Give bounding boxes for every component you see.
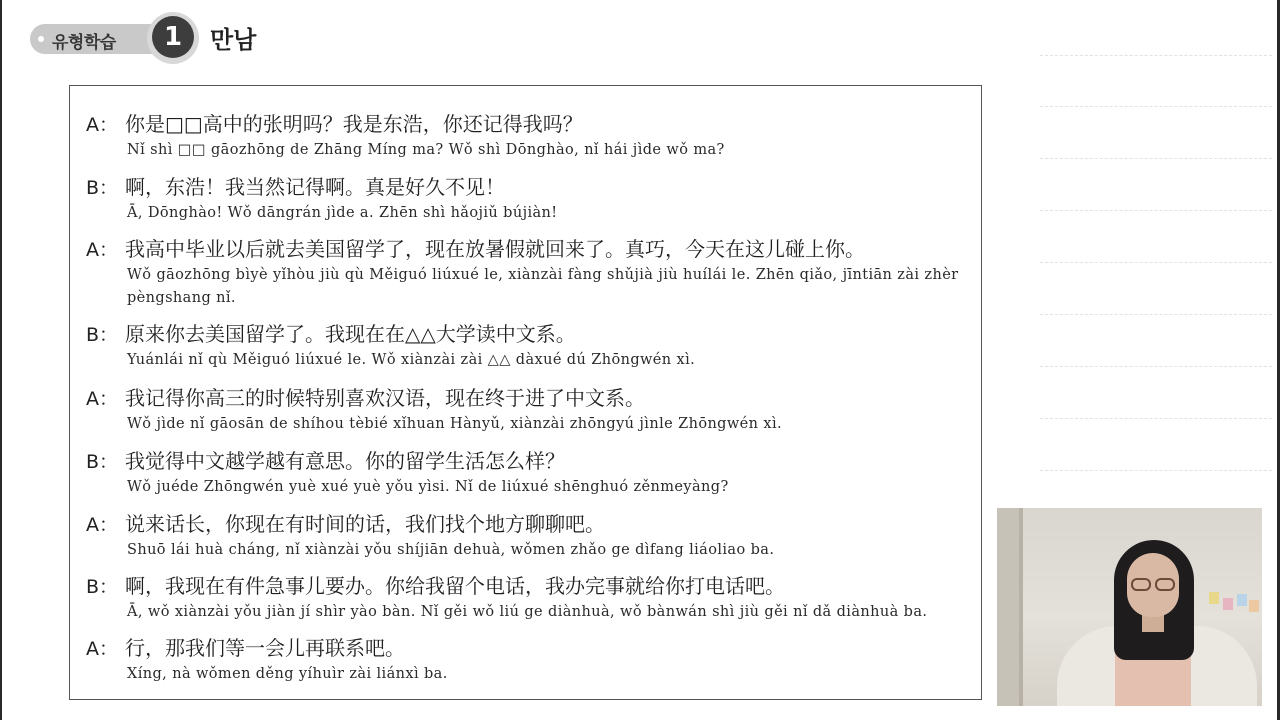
speaker-label: A：: [86, 239, 118, 261]
speaker-label: B：: [86, 576, 119, 598]
pill-bullet-icon: [38, 36, 44, 42]
note-line: [1040, 55, 1272, 56]
left-border: [0, 0, 2, 720]
note-line: [1040, 106, 1272, 107]
pinyin-text: Xíng, nà wǒmen děng yíhuìr zài liánxì ba.: [127, 666, 448, 682]
note-line: [1040, 262, 1272, 263]
pinyin-text: Wǒ gāozhōng bìyè yǐhòu jiù qù Měiguó liúxué le, xiànzài fàng shǔjià jiù huílái le. Zhēn qiǎo, jīntiān zài zhèr pèngshang nǐ.: [127, 267, 959, 306]
pinyin-text: Wǒ jìde nǐ gāosān de shíhou tèbié xǐhuan Hànyǔ, xiànzài zhōngyú jìnle Zhōngwén xì.: [127, 416, 783, 432]
pinyin-text: Ā, wǒ xiànzài yǒu jiàn jí shìr yào bàn. Nǐ gěi wǒ liú ge diànhuà, wǒ bànwán shì jiù gěi nǐ dǎ diànhuà ba.: [127, 604, 928, 620]
speaker-label: A：: [86, 114, 118, 136]
webcam-background-door: [1019, 508, 1023, 706]
hanzi-text: 你是□□高中的张明吗？我是东浩，你还记得我吗？: [125, 112, 583, 136]
page-title: 만남: [210, 26, 257, 54]
hanzi-text: 我高中毕业以后就去美国留学了，现在放暑假就回来了。真巧，今天在这儿碰上你。: [125, 237, 865, 261]
pinyin-text: Shuō lái huà cháng, nǐ xiànzài yǒu shíjiān dehuà, wǒmen zhǎo ge dìfang liáoliao ba.: [127, 542, 775, 558]
pinyin-text: Yuánlái nǐ qù Měiguó liúxué le. Wǒ xiànzài zài △△ dàxué dú Zhōngwén xì.: [127, 352, 696, 368]
speaker-label: A：: [86, 388, 118, 410]
glasses-icon: [1155, 578, 1175, 591]
speaker-label: B：: [86, 177, 119, 199]
note-line: [1040, 210, 1272, 211]
webcam-background-wall: [997, 508, 1021, 706]
sticky-note: [1237, 594, 1247, 606]
speaker-label: B：: [86, 324, 119, 346]
pinyin-text: Ā, Dōnghào! Wǒ dāngrán jìde a. Zhēn shì hǎojiǔ bújiàn!: [127, 205, 558, 221]
glasses-icon: [1131, 578, 1151, 591]
hanzi-text: 说来话长，你现在有时间的话，我们找个地方聊聊吧。: [125, 512, 605, 536]
note-line: [1040, 158, 1272, 159]
sticky-note: [1223, 598, 1233, 610]
speaker-label: A：: [86, 638, 118, 660]
pinyin-text: Nǐ shì □□ gāozhōng de Zhāng Míng ma? Wǒ shì Dōnghào, nǐ hái jìde wǒ ma?: [127, 142, 725, 158]
note-line: [1040, 418, 1272, 419]
hanzi-text: 我觉得中文越学越有意思。你的留学生活怎么样？: [125, 449, 565, 473]
hanzi-text: 啊，我现在有件急事儿要办。你给我留个电话，我办完事就给你打电话吧。: [125, 574, 785, 598]
note-line: [1040, 314, 1272, 315]
note-line: [1040, 366, 1272, 367]
sticky-note: [1249, 600, 1259, 612]
section-header: [30, 12, 430, 64]
webcam-video: [997, 508, 1262, 706]
hanzi-text: 原来你去美国留学了。我现在在△△大学读中文系。: [125, 322, 576, 346]
hanzi-text: 我记得你高三的时候特别喜欢汉语，现在终于进了中文系。: [125, 386, 645, 410]
note-line: [1040, 470, 1272, 471]
pinyin-text: Wǒ juéde Zhōngwén yuè xué yuè yǒu yìsi. Nǐ de liúxué shēnghuó zěnmeyàng?: [127, 479, 729, 495]
speaker-label: B：: [86, 451, 119, 473]
lesson-number-badge: 1: [152, 16, 194, 58]
dialogue-box: [69, 85, 982, 700]
sticky-note: [1209, 592, 1219, 604]
speaker-label: A：: [86, 514, 118, 536]
hanzi-text: 行，那我们等一会儿再联系吧。: [125, 636, 405, 660]
hanzi-text: 啊，东浩！我当然记得啊。真是好久不见！: [125, 175, 505, 199]
section-category-label: 유형학습: [52, 33, 116, 53]
